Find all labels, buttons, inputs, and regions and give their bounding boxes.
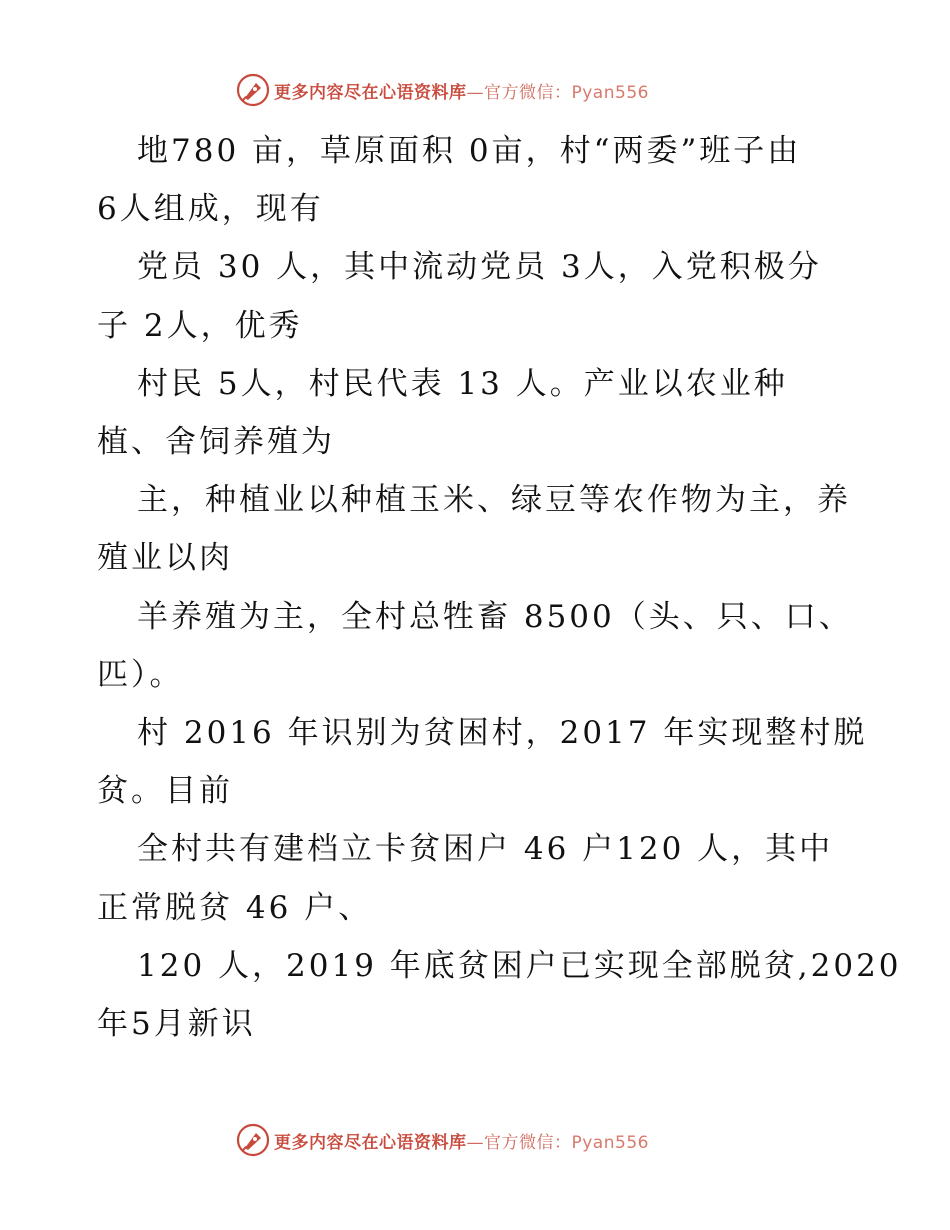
text-line: 匹）。 — [97, 656, 184, 693]
text-line: 贫。目前 — [97, 773, 233, 810]
text-line: 党员 30 人，其中流动党员 3人，入党积极分 — [137, 249, 822, 286]
text-line: 主，种植业以种植玉米、绿豆等农作物为主，养 — [137, 482, 851, 519]
pen-nib-logo-icon — [236, 73, 270, 107]
text-line: 地780 亩，草原面积 0亩，村“两委”班子由 — [137, 133, 802, 169]
pen-nib-logo-icon — [236, 1123, 270, 1157]
watermark-wechat-label: 官方微信： — [484, 82, 572, 103]
text-line: 120 人，2019 年底贫困户已实现全部脱贫,2020 — [137, 947, 902, 984]
footer-watermark — [236, 1122, 649, 1158]
header-watermark — [236, 72, 649, 108]
text-line: 殖业以肉 — [97, 540, 233, 577]
text-line: 村民 5人，村民代表 13 人。产业以农业种 — [137, 365, 788, 402]
text-line: 正常脱贫 46 户、 — [97, 889, 373, 926]
watermark-site: 更多内容尽在心语资料库 — [274, 82, 467, 103]
text-line: 子 2人，优秀 — [97, 307, 303, 344]
text-line: 6人组成，现有 — [97, 191, 324, 228]
text-line: 植、舍饲养殖为 — [97, 424, 335, 461]
watermark-account: Pyan556 — [571, 82, 649, 103]
watermark-account: Pyan556 — [571, 1132, 649, 1153]
watermark-separator: — — [466, 1132, 484, 1153]
watermark-wechat-label: 官方微信： — [484, 1132, 572, 1153]
text-line: 羊养殖为主，全村总牲畜 8500（头、只、口、 — [137, 598, 853, 635]
watermark-text — [274, 78, 649, 103]
body-text — [97, 122, 902, 1053]
watermark-text — [274, 1128, 649, 1153]
text-line: 全村共有建档立卡贫困户 46 户120 人，其中 — [137, 831, 834, 868]
watermark-separator: — — [466, 82, 484, 103]
text-line: 年5月新识 — [97, 1006, 256, 1043]
text-line: 村 2016 年识别为贫困村，2017 年实现整村脱 — [137, 715, 868, 752]
watermark-site: 更多内容尽在心语资料库 — [274, 1132, 467, 1153]
